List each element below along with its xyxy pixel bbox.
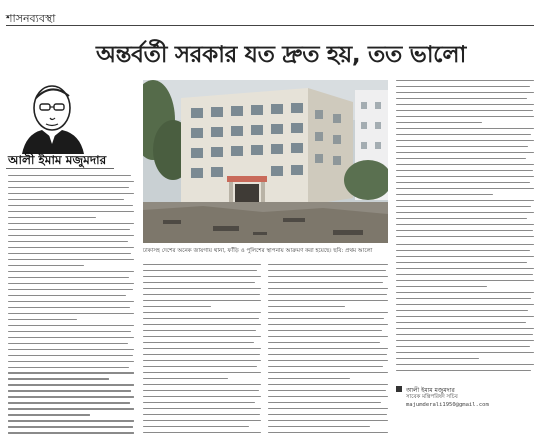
byline-name: আলী ইমাম মজুমদার [406,387,455,394]
column-4-text-lower [396,244,534,380]
news-photo-building [143,80,388,243]
column-3-text-upper [396,80,534,240]
section-label: শাসনব্যবস্থা [6,12,56,25]
author-divider [6,168,114,169]
byline-role: সাবেক মন্ত্রিপরিষদ সচিব [406,394,458,400]
byline-email[interactable]: majumderali1950@gmail.com [406,402,489,408]
column-1-text [8,175,134,435]
byline-marker [396,386,402,392]
masthead-strip [0,0,540,8]
section-divider [6,25,534,26]
headline: অন্তর্বর্তী সরকার যত দ্রুত হয়, তত ভালো [96,42,466,68]
author-name: আলী ইমাম মজুমদার [8,153,107,167]
column-2-text-lower [143,264,261,436]
column-3-text-lower [268,264,388,436]
author-portrait-sketch [12,74,94,154]
photo-caption: ঢাকাসহ দেশের অনেক জায়গায় থানা, ফাঁড়ি ও পুলিশের স্থাপনায় আক্রমণ করা হয়েছে। ছবি: প্রথম আলো [143,248,373,254]
